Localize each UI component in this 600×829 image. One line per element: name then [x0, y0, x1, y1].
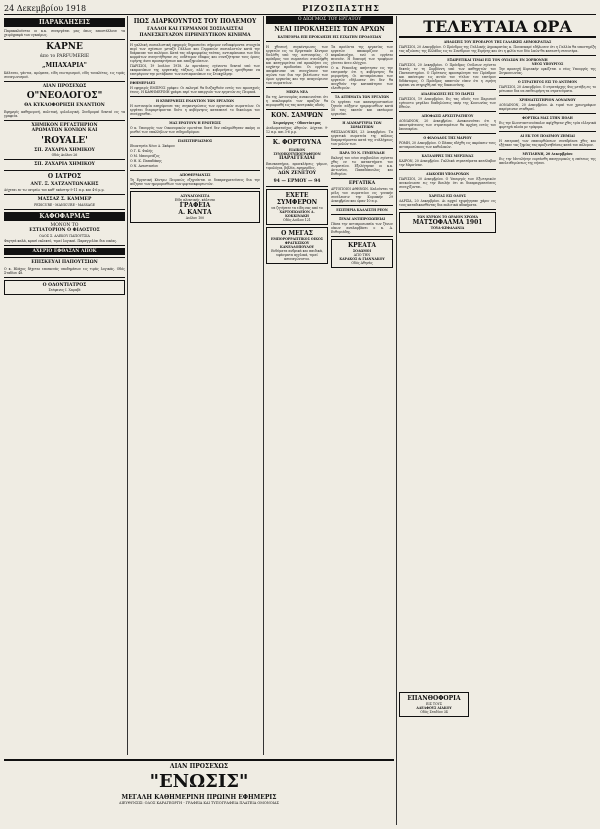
kyvernisi-text: Η αστυνομία απηγόρευσε τας συγκεντρώσεις των εργατικών σωματείων. Οι εργάται διαμαρτύρονται διότι η κυβέρνησις καταπατεί το δικαίωμα του συνέρχεσθαι.: [130, 104, 260, 116]
myt-text: Εις την Μυτιλήνην εορτάσθη πανηγυρικώς η επέτειος της απελευθερώσεως της νήσου.: [499, 157, 596, 165]
stratos-text: ΠΑΡΙΣΙΟΙ, 20 Δεκεμβρίου. Ο στρατάρχης Φος μετέβη εις το μέτωπον δια να επιθεωρήση τα στρατεύματα.: [499, 85, 596, 93]
diamartyria-heading: Η ΔΙΑΜΑΡΤΥΡΙΑ ΤΩΝ ΣΩΜΑΤΕΙΩΝ: [342, 120, 382, 129]
provocations-body: Η χθεσινή συγκέντρωσις των εργατών εις το Εργατικόν Κέντρον διελύθη υπό της αστυνομίας. Ο πρόεδρος του σωματείου συνελήφθη και κατηγορείται επί προκλήσει εις εσχάτην προδοσίαν. Οι εργάται απεφάσισαν να συνεχίσουν τον αγώνα των δια την βελτίωσιν των όρων εργασίας και την αναγνώρισιν των σωματείων.: [266, 44, 328, 85]
ergatika-heading: ΕΡΓΑΤΙΚΑ: [348, 180, 376, 186]
doron-line: ΔΩΝ ΖΕΝΕΤΟΥ: [278, 171, 316, 176]
column-latest-hour: [399, 16, 596, 825]
myt-heading: ΜΥΤΙΛΗΝΗ, 20 Δεκεμβρίου: [522, 152, 573, 156]
diogmos-heading: Ο ΔΙΩΓΜΟΣ ΤΟΥ ΕΡΓΑΤΟΥ: [266, 16, 393, 24]
diak-text: ΠΑΡΙΣΙΟΙ, 20 Δεκεμβρίου. Ο Υπουργός των Εξωτερικών ανεκοίνωσεν εις την Βουλήν ότι αι διαπραγματεύσεις συνεχίζονται.: [399, 177, 496, 189]
kon-sub: Χειρούργος - Οδοντίατρος: [273, 120, 321, 125]
auction-heading: ΠΛΕΙΣΤΗΡΙΑΣΜΟΣ: [177, 139, 213, 143]
kon-heading: ΚΟΝ. ΣΑΜΨΩΝ: [271, 111, 323, 119]
omegas-heading: Ο ΜΕΓΑΣ: [281, 230, 313, 237]
xrimatist-text: ΛΟΝΔΙΝΟΝ, 20 Δεκεμβρίου. Αι τιμαί των χρεωγράφων παρέμειναν σταθεραί.: [499, 103, 596, 111]
lian-prosechos: ΛΙΑΝ ΠΡΟΣΕΧΩΣ: [42, 83, 87, 89]
omegas-text: Ενδύματα ανδρικά και παιδικά, υφάσματα αγγλικά, τιμαί ασυναγώνιστοι.: [271, 249, 323, 261]
neologos-sub: ΘΑ ΚΥΚΛΟΦΟΡΗΣΗ ΕΝΑΝΤΙΟΝ: [24, 103, 105, 108]
para-heading: ΠΑΡΑ ΤΟ Ν. ΓΕΝΙΕΝΑΔΗ: [339, 150, 385, 155]
ton-heading: ΤΩΝ ΚΥΡΙΩΝ ΤΟ ΩΡΑΙΟΝ ΧΡΩΜΑ: [417, 215, 478, 219]
es-text: ΠΑΡΙΣΙΟΙ, 20 Δεκεμβρίου. Ο Πρόεδρος Ουίλσων εγένετο δεκτός εν τη Σορβόννη υπό των καθηγητών του Πανεπιστημίου. Ο Πρύτανις προσεφώνησε τον Πρόεδρον και απένειμεν εις αυτόν τον τίτλον του επιτίμου διδάκτορος. Ο Πρόεδρος απαντών είπεν ότι η ειρήνη πρέπει να στηριχθή επί της δικαιοσύνης.: [399, 63, 496, 87]
war-subtitle: ΓΑΛΛΟΙ ΚΑΙ ΓΕΡΜΑΝΟΙ ΣΟΣΙΑΛΙΣΤΑΙ ΠΑΝΕΣΚΕΥΑΖΟΝ ΕΙΡΗΝΕΥΤΙΚΟΝ ΚΙΝΗΜΑ: [139, 27, 251, 38]
karne-heading: ΚΑΡΝΕ: [46, 42, 83, 52]
lian2: ΛΙΑΝ ΠΡΟΣΕΧΩΣ: [169, 763, 229, 770]
enosis-heading: "ΕΝΩΣΙΣ": [149, 771, 249, 792]
enosis-sub: ΜΕΓΑΛΗ ΚΑΘΗΜΕΡΙΝΗ ΠΡΩΙΝΗ ΕΦΗΜΕΡΙΣ: [121, 794, 277, 801]
royale-sub: ΣΠ. ΖΑΧΑΡΙΑ ΧΗΜΙΚΟΥ: [34, 147, 95, 153]
xrimatist-heading: ΧΡΗΜΑΤΙΣΤΗΡΙΟΝ ΛΟΝΔΙΝΟΥ: [519, 98, 576, 102]
epanforia-addr: Οδός Σταδίου 34: [420, 710, 448, 714]
neos-heading: ΝΕΟΣ ΥΠΟΥΡΓΟΣ: [531, 62, 564, 66]
fosalepsi-heading: Ο ΦΙΛΟΛΑΟΣ ΤΗΣ ΜΑΡΙΟΥ: [423, 136, 472, 140]
es-heading: ΕΞΑΙΡΕΤΙΚΑΙ ΤΙΜΑΙ ΕΙΣ ΤΟΝ ΟΥΙΛΣΩΝ ΕΝ ΣΟΡΒΟΝΝΗ: [447, 58, 548, 62]
epanforia-heading: ΕΠΑΝΘΟΦΟΡΙΑ: [407, 695, 461, 702]
iatros-heading: Ο ΙΑΤΡΟΣ: [47, 172, 82, 180]
ousson-heading: ΑΠΟΦΑΣΙΣ ΑΡΧΙΣΤΡΑΤΗΓΟΥ: [421, 114, 474, 118]
stratos-heading: Ο ΣΤΡΑΤΗΓΟΣ ΕΙΣ ΤΟ ΑΝΤΙΜΟΝ: [517, 80, 578, 84]
xartop-addr: Οδός Αιόλου 121: [283, 218, 311, 222]
ai-ek-text: Η επιτροπή των επανορθώσεων συνεδρίασε χθες και εξήτασε τας ζημίας τας προξενηθείσας κατά τον πόλεμον.: [499, 139, 596, 147]
epanforia-sub: ΕΙΣ ΤΟΥΣ: [426, 702, 442, 706]
war-body2: ΠΑΡΙΣΙΟΙ, 19 Ιουλίου 1918. Αι προτάσεις εγένοντο δεκταί υπό των εκπροσώπων της εργατικής τάξεως, αλλ' αι κυβερνήσεις ηρνήθησαν να επιτρέψουν την μετάβασιν των αντιπροσώπων εις Στοκχόλμην.: [130, 64, 260, 76]
vouli-text: Ο κ. Υπουργός των Οικονομικών ερωτάται διατί δεν επληρώθησαν ακόμη οι μισθοί των υπαλλήλων των σιδηροδρόμων.: [130, 126, 260, 134]
mikra-heading: ΜΙΚΡΑ ΝΕΑ: [286, 89, 308, 94]
kanta-addr: Αιόλου 100: [185, 216, 205, 220]
para-text: Εκλογή του νέου συμβουλίου εγένετο χθες εν τω καταστήματι του σωματείου. Εξελέγησαν οι κ.κ. Αντωνίου, Παπαδόπουλος και Ευθυμίου.: [331, 155, 393, 176]
sindesmos-sub: Είδη πλεκτικής, κάλτσαι: [174, 198, 216, 202]
fvn-text: ΠΑΡΙΣΙΟΙ, 19 Δεκεμβρίου. Εις τας οδούς του Παρισιού εγένοντο μεγάλαι διαδηλώσεις υπέρ της Κοινωνίας των Εθνών.: [399, 97, 496, 109]
war-title: ΠΩΣ ΔΙΑΡΚΟΥΝΤΟΣ ΤΟΥ ΠΟΛΕΜΟΥ: [133, 18, 257, 25]
kreata-text: ΑΠΟ ΤΗΝ: [353, 253, 371, 257]
kon-text: Διπλωματούχος Αθηνών. Δέχεται 9-12 π.μ. και 3-6 μ.μ.: [266, 125, 328, 134]
paraggelia-heading: ΠΑΡΑΓΓΕΛΙΑΙ: [279, 155, 315, 161]
provocations-body2: Ο κ. Ρέπουλης απήντησεν εις την επιτροπήν ότι η κυβέρνησις θα μεριμνήση. Οι αντιπρόσωποι των εργατών εδήλωσαν ότι δεν θα ανεχθούν την καταπάτησιν των ελευθεριών.: [331, 65, 393, 90]
sindesmos-heading: ΑΣΥΝΑΓΩΝΙΣΤΑ: [180, 194, 210, 198]
parfumerie-line: άπο το PARFUMERIE: [39, 54, 90, 59]
col4-body1: Τα προϊόντα της εργασίας των εργατών αποκομίζουν οι κεφαλαιούχοι, ενώ οι εργάται πεινούν. Η διανομή των τροφίμων γίνεται άνευ ελέγχου.: [331, 44, 393, 65]
kyvernisi-heading: Η ΚΥΒΕΡΝΗΣΙΣ ΕΝΑΝΤΙΟΝ ΤΩΝ ΕΡΓΑΤΩΝ: [155, 99, 235, 103]
neologos-text: Εφημερίς καθημερινή, πολιτική, φιλολογική. Συνδρομαί δεκταί εις τα γραφεία.: [4, 109, 125, 118]
ai-ek-heading: ΑΙ ΕΚ ΤΟΥ ΠΟΛΕΜΟΥ ΖΗΜΙΑΙ: [520, 134, 575, 138]
odontiatros-heading: Ο ΟΔΟΝΤΙΑΤΡΟΣ: [42, 282, 87, 288]
fortika-heading: ΦΟΡΤΙΚΑ ΜΑΣ ΣΤΗΝ ΠΟΛΗ: [522, 116, 573, 120]
paraggelia-text: Επισκεπτήρια, προσκλήσεις γάμων, τιμολόγια, βιβλία, εφημερίδες.: [266, 162, 328, 170]
eisit-heading: ΕΙΣΙΤΗΡΙΑ ΚΑΛΛΙΣΤΗ ΡΕΟΝ: [336, 208, 388, 212]
estiatorion-sub: ΟΔΟΣ Σ. ΑΛΕΚΟΥ ΠΑΠΟΥΤΣΙΑ: [39, 233, 90, 238]
ergatika-text: ΑΡΤΟΠΟΙΟΙ ΑΘΗΝΩΝ. Καλούνται τα μέλη του σωματείου εις γενικήν συνέλευσιν την Κυριακήν 29 Δεκεμβρίου και ώραν 10 π.μ.: [331, 187, 393, 203]
ousson-text: ΛΟΝΔΙΝΟΝ, 20 Δεκεμβρίου. Ανακοινούται ότι η αποστράτευσις των στρατευμάτων θα αρχίση εντός του Ιανουαρίου.: [399, 119, 496, 131]
axerio-heading: ΑΧΕΡΙΟ ΕΦΘΑΣΑΝ ΑΠΟΚ: [4, 248, 125, 256]
agatha-text: Τη Εργατική Κέντρω Πειραιώς εξηγούνται οι διαπραγματεύσεις δια την αύξησιν των ημερομισθίων των φορτοεκφορτωτών.: [130, 178, 260, 186]
omegas-sub2: ΦΡΑΓΚΙΣΚΟΥ ΚΑΝΕΛΛΟΠΟΥΛΟΥ: [280, 241, 314, 249]
column-provocations: [266, 16, 393, 755]
odontiatros-name: Στέφανος Ι. Χαραβέ: [48, 288, 81, 292]
efimerides-heading: ΕΦΗΜΕΡΙΔΕΣ: [130, 81, 156, 85]
enosis-banner: [4, 757, 394, 825]
auction-line: Ο Γ. Κ. Φαλής: [130, 149, 153, 153]
exete-heading: ΕΧΕΤΕ ΣΥΜΦΕΡΟΝ: [276, 192, 318, 206]
provocations-subtitle: ΚΑΤΗΓΟΡΙΑ ΕΠΙ ΠΡΟΚΛΗΣΕΙ ΕΙΣ ΕΣΧΑΤΗΝ ΠΡΟΔΟΣΙΑΝ: [277, 34, 382, 39]
fortouna-heading: Κ. ΦΟΡΤΟΥΝΑ: [272, 138, 322, 146]
fortika-text: Εις την Κωνσταντινούπολιν αφίχθησαν χθες τρία ελληνικά φορτηγά πλοία με τρόφιμα.: [499, 121, 596, 129]
parakleseis-text: Παρακαλούνται οι κ.κ. συνεργάται μας όπως αποστέλλουν τα χειρόγραφά των εγκαίρως.: [4, 29, 125, 37]
fvn-heading: ΔΙΑΔΗΛΩΣΕΙΣ ΕΙΣ ΤΟ ΠΑΡΙΣΙ: [420, 92, 475, 96]
kreata-name: ΚΑΡΑΚΟΣ & ΓΙΑΝΝΑΚΟΥ: [339, 257, 385, 261]
auction-line: Ιδιοκτησία Νέου Δ. Σκάφου: [130, 144, 175, 148]
auction-line: Ο Η. Κ. Παπαδάκης: [130, 159, 162, 163]
royale-addr: Οδός Αιόλου 26: [51, 153, 78, 157]
provocations-title: ΝΕΑΙ ΠΡΟΚΛΗΣΕΙΣ ΤΩΝ ΑΡΧΩΝ: [274, 25, 385, 33]
kreata-addr: Οδός Αθηνάς: [351, 261, 373, 265]
latest-hour-title: ΤΕΛΕΥΤΑΙΑ ΩΡΑ: [399, 18, 596, 38]
auction-line: Ο Ν. Αναστασίου: [130, 164, 159, 168]
xaritas-heading: ΧΑΡΙΤΑΣ ΕΙΣ ΟΛΟΥΣ: [429, 194, 466, 198]
neos-text: Την προσεχή Κυριακήν ορκίζεται ο νέος Υπουργός της Συγκοινωνίας.: [499, 67, 596, 75]
iatros-name: ΑΝΤ. Ξ. ΧΑΤΖΑΝΤΩΝΑΚΗΣ: [30, 181, 99, 187]
aromaton: ΑΡΩΜΑΤΩΝ ΚΟΝΙΩΝ ΚΑΙ: [31, 128, 98, 133]
efimerides-text: Η εφημερίς ΕΜΠΡΟΣ γράφει: Οι εκλογαί θα διεξαχθούν εντός του προσεχούς έτους. Η ΚΑΘΗΜΕΡΙΝΗ γράφει περί των απεργιών των εργατών εις Πειραιά.: [130, 86, 260, 94]
issue-date: 24 Δεκεμβρίου 1918: [4, 3, 87, 13]
massage-heading: ΜΑΣΣΑΖ Σ. ΚΑΜΜΕΡ: [37, 197, 92, 202]
diamartyria-text: ΘΕΣΣΑΛΟΝΙΚΗ, 23 Δεκεμβρίου. Τα εργατικά σωματεία της πόλεως διαμαρτύρονται κατά της συλλήψεως των μελών των.: [331, 129, 393, 146]
grafeia-heading: ΓΡΑΦΕΙΑ: [179, 202, 211, 209]
chem-ergast: ΧΗΜΙΚΟΝ ΕΡΓΑΣΤΗΡΙΟΝ: [31, 122, 98, 128]
kreata-heading: ΚΡΕΑΤΑ: [347, 242, 377, 249]
zacharia-line: ΣΠ. ΖΑΧΑΡΙΑ ΧΗΜΙΚΟΥ: [34, 162, 95, 167]
ermou-address: 94 — ΕΡΜΟΥ — 94: [273, 178, 321, 184]
kathar-heading: ΚΑΤΑΛΗΨΙΣ ΤΗΣ ΜΕΡΣΙΝΑΣ: [421, 154, 474, 158]
mpacharia-heading: „ΜΠΑΧΑΡΙΑ": [42, 61, 87, 69]
xaritas-text: ΛΑΡΙΣΑ, 20 Δεκεμβρίου. Αι αρχαί εχορήγησαν χάριν εις τους καταδικασθέντας δια πολιτικά αδικήματα.: [399, 199, 496, 207]
karne-text: Κάλτσαι, γάντια, αρώματα, είδη νεωτερισμού, είδη τουαλέτας, εις τιμάς συναγωνισμού.: [4, 70, 125, 79]
kafenion-heading: ΚΑΦΟΦΑΡΜΑΞ: [4, 212, 125, 221]
epanforia-name: ΑΔΕΛΦΟΥΣ ΔΙΑΚΟΥ: [416, 706, 452, 710]
fylakes-text: Πάσα την αντιπροσωπεία των ξένων οίκων αναλαμβάνει ο κ. Α. Ευθυμιάδης.: [331, 222, 393, 234]
war-body1: Η γαλλική σοσιαλιστική εφημερίς δημοσιεύει σήμερον ενδιαφέροντα στοιχεία περί των σχέσεων μεταξύ Γάλλων και Γερμανών σοσιαλιστών κατά την διάρκειαν του πολέμου. Κατά τας πληροφορίας ταύτας, αντιπρόσωποι των δύο κομμάτων συνηντήθησαν εις ουδέτερον έδαφος και συνεζήτησαν τους όρους ειρήνης άνευ προσαρτήσεων και αποζημιώσεων.: [130, 43, 260, 63]
dil-text: ΠΑΡΙΣΙΟΙ, 20 Δεκεμβρίου. Ο Πρόεδρος της Γαλλικής Δημοκρατίας κ. Πουανκαρέ εδήλωσεν ότι η Γαλλία θα υποστηρίξη τας αξιώσεις της Ελλάδος εις το Συνέδριον της Ειρήνης και ότι η φιλία των δύο λαών θα καταστή στενοτέρα.: [399, 45, 596, 53]
parakleseis-heading: ΠΑΡΑΚΛΗΣΕΙΣ: [4, 18, 125, 27]
vouli-heading: ΜΑΣ ΕΡΩΤΟΥΝ Η ΕΡΩΤΗΣΙΣ: [169, 121, 221, 125]
agatha-heading: ΑΠΟΘΕΡΜΑΝΣΙΣ: [179, 173, 211, 177]
agones-text: Οι εργάται των καπνεργοστασίων ζητούν αύξησιν ημερομισθίων κατά 50 τοις εκατόν και οκτάωρον εργασίαν.: [331, 99, 393, 116]
kanta-name: Α. ΚΑΝΤΑ: [178, 209, 212, 216]
agones-heading: ΤΑ ΑΙΤΗΜΑΤΑ ΤΩΝ ΕΡΓΑΤΩΝ: [334, 94, 390, 99]
royale-heading: 'ROYALE': [41, 135, 88, 146]
monon-line: ΜΟΝΟΝ ΤΟ: [50, 222, 79, 228]
kathar-text: ΚΑΙΡΟΝ, 20 Δεκεμβρίου. Γαλλικά στρατεύματα κατέλαβον την Μερσίναν.: [399, 159, 496, 167]
matsok-sub: ΤΟΥΑ-ΚΕΦΑΛΑΝΙΑ: [430, 226, 465, 230]
xartop-heading: ΧΑΡΤΟΠΩΛΕΙΟΝ Δ. ΚΟΚΚΙΝΑΚΗ: [279, 210, 315, 218]
kreata-sub: ΣΟΛΩΜΟΙ: [352, 249, 372, 253]
dil-heading: ΔΗΛΩΣΕΙΣ ΤΟΥ ΠΡΟΕΔΡΟΥ ΤΗΣ ΓΑΛΛΙΚΗΣ ΔΗΜΟΚΡΑΤΙΑΣ: [443, 40, 552, 44]
iatros-text: Δέχεται εν τω ιατρείω του καθ' εκάστην 9-11 π.μ. και 4-6 μ.μ.: [4, 188, 105, 192]
fylakes-heading: ΞΕΝΑΙ ΑΝΤΙΠΡΟΣΩΠΕΙΑΙ: [338, 217, 386, 221]
neologos-heading: Ο"ΝΕΟΛΟΓΟΣ": [26, 91, 103, 101]
estiatorion-text: Φαγητά καλά, κρασί εκλεκτό, τιμαί λογικαί. Παραγγελίαι δια οικίας.: [4, 238, 118, 243]
matsok-heading: ΜΑΤΣΟΦΑΛΜΑ 1901: [412, 219, 483, 226]
exete-sub: να ζητήσετε τα είδη σας από το: [271, 206, 323, 210]
episkeueis-heading: ΕΠΙΣΚΕΥΑΙ ΠΑΠΟΥΤΣΙΩΝ: [31, 260, 98, 265]
episkeueis-text: Ο κ. Βλάχος δέχεται επισκευάς υποδημάτων εις τιμάς λογικάς. Οδός Σταδίου 48.: [4, 266, 125, 275]
mikra-text: Εκ της Αστυνομίας ανακοινούται ότι η κυκλοφορία των αμαξών θα περιορισθή εις τας κεντρικάς οδούς.: [266, 94, 328, 107]
massage-sub: PEDICURE - MANICURE - MASSAGE: [34, 202, 95, 207]
diak-heading: ΔΙΑΚΟΠΗ ΥΠΟΔΡΟΧΩΝ: [425, 172, 470, 176]
masthead: ΡΙΖΟΣΠΑΣΤΗΣ: [302, 3, 380, 13]
column-war-article: [130, 16, 260, 755]
auction-line: Ο Μ. Μπουρνάζος: [130, 154, 160, 158]
estiatorion-heading: ΕΣΤΙΑΤΟΡΙΟΝ Ο ΦΙΛΟΣΤΟΣ: [29, 228, 100, 233]
fortouna-sub: ΕΙΔΙΚΟΝ ΣΥΝΟΙΚΟΤΥΠΟΓΡΑΦΕΙΟΝ: [273, 147, 321, 156]
column-classifieds: [4, 16, 125, 825]
enosis-addr: ΔΙΕΥΘΥΝΣΙΣ: ΟΔΟΣ ΚΑΡΑΓΕΩΡΓΗ - ΓΡΑΦΕΙΑ ΚΑΙ ΤΥΠΟΓΡΑΦΕΙΑ ΠΛΑΤΕΙΑ ΟΜΟΝΟΙΑΣ: [118, 801, 280, 805]
omegas-sub: ΕΜΠΟΡΟΡΡΑΠΤΙΚΟΣ ΟΙΚΟΣ: [270, 237, 324, 241]
page-header: [4, 2, 596, 15]
fosalepsi-text: ΡΩΜΗ, 20 Δεκεμβρίου. Ο Πάπας εδέχθη εις ακρόασιν τους αντιπροσώπους των καθολικών.: [399, 141, 496, 149]
